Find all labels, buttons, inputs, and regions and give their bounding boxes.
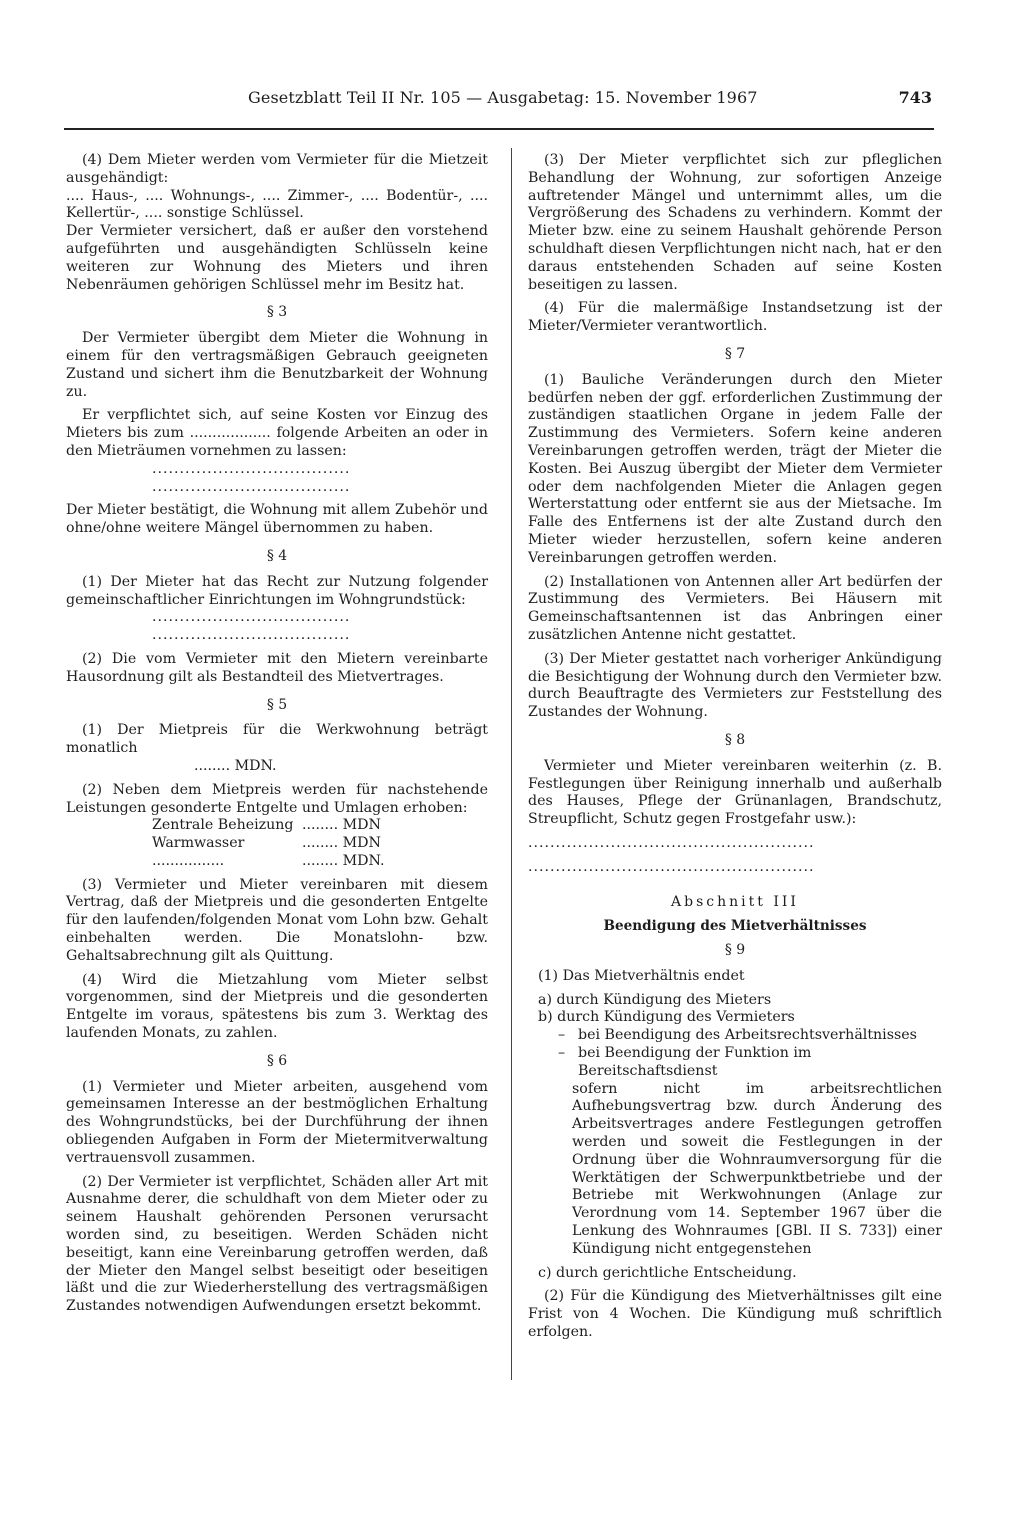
fee-amount: ........ MDN — [302, 835, 381, 852]
section-5-para-4: (4) Wird die Mietzahlung vom Mieter selbst vorgenommen, sind der Mietpreis und die gesonderten Entgelte im voraus, spätestens bis zum 3. Werktag des laufenden Monats, zu zahlen. — [66, 971, 488, 1042]
section-9-item-c: c) durch gerichtliche Entscheidung. — [538, 1264, 797, 1281]
section-7-para-1: (1) Bauliche Veränderungen durch den Mieter bedürfen neben der ggf. erforderlichen Zustimmung der zuständigen staatlichen Organe in jedem Falle der Zustimmung des Vermieters. Sofern keine anderen Vereinbarungen getroffen werden, trägt der Mieter die Kosten. Bei Auszug übergibt der Mieter dem Vermieter oder dem nachfolgenden Mieter die Anlagen gegen Werterstattung oder entfernt sie aus der Mietsache. Im Falle des Entfernens ist der alte Zustand durch den Mieter wieder herzustellen, sofern keine anderen Vereinbarungen getroffen werden. — [528, 371, 942, 566]
section-4-para-1: (1) Der Mieter hat das Recht zur Nutzung folgender gemeinschaftlicher Einrichtungen im Wohngrundstück: — [66, 573, 488, 608]
section-7-para-3: (3) Der Mieter gestattet nach vorheriger Ankündigung die Besichtigung der Wohnung durch den Vermieter bzw. durch Beauftragte des Vermieters zur Feststellung des Zustandes der Wohnung. — [528, 650, 942, 721]
section-7-para-2: (2) Installationen von Antennen aller Art bedürfen der Zustimmung des Vermieters. Bei Häusern mit Gemeinschaftsantennen ist das Anbringen einer zusätzlichen Antenne nicht gestattet. — [528, 573, 942, 643]
section-5-para-1: (1) Der Mietpreis für die Werkwohnung beträgt monatlich — [66, 722, 488, 757]
part-heading: Abschnitt III — [671, 894, 799, 911]
section-5-heading: § 5 — [266, 696, 288, 713]
section-3-para-2: Er verpflichtet sich, auf seine Kosten vor Einzug des Mieters bis zum .................. folgende Arbeiten an oder in den Mieträumen vornehmen zu lassen: — [66, 407, 488, 459]
section-6-para-1: (1) Vermieter und Mieter arbeiten, ausgehend vom gemeinsamen Interesse an der bestmöglichen Erhaltung des Wohngrundstücks, bei der Durchführung der ihnen obliegenden Aufgaben in Form der Mietermitverwaltung vertrauensvoll zusammen. — [66, 1078, 488, 1166]
fee-amount: ........ MDN — [302, 817, 381, 834]
section-6-para-3: (3) Der Mieter verpflichtet sich zur pfleglichen Behandlung der Wohnung, zur sofortigen Anzeige auftretender Mängel und unternimmt alles, um die Vergrößerung des Schadens zu verhindern. Kommt der Mieter bzw. eine zu seinem Haushalt gehörende Person schuldhaft diesen Verpflichtungen nicht nach, hat er den daraus entstehenden Schaden auf seine Kosten beseitigen zu lassen. — [528, 152, 942, 293]
section-6-para-4: (4) Für die malermäßige Instandsetzung ist der Mieter/Vermieter verantwortlich. — [528, 300, 942, 335]
section-9-item-a: a) durch Kündigung des Mieters — [538, 991, 772, 1008]
section-3-dotline-2: .................................... — [152, 478, 351, 495]
section-4-dotline-2: .................................... — [152, 627, 351, 644]
section-4-dotline-1: .................................... — [152, 609, 351, 626]
column-divider — [511, 148, 512, 1380]
section-8-dotline-2: .................................................... — [528, 858, 815, 875]
fee-row — [66, 817, 488, 835]
dash-item-text: bei Beendigung der Funktion im Bereitschaftsdienst — [578, 1045, 812, 1079]
section-9-para-1: (1) Das Mietverhältnis endet — [538, 967, 745, 984]
fee-row — [66, 853, 488, 871]
keys-assurance: Der Vermieter versichert, daß er außer den vorstehend aufgeführten und ausgehändigten Schlüsseln keine weiteren zur Wohnung des Mieters und ihren Nebenräumen gehörigen Schlüssel mehr im Besitz hat. — [66, 223, 488, 293]
section-3-heading: § 3 — [266, 304, 288, 321]
fee-row — [66, 835, 488, 853]
header-rule — [64, 128, 934, 130]
dash-item-text: bei Beendigung des Arbeitsrechtsverhältnisses — [578, 1027, 917, 1044]
section-9-condition: sofern nicht im arbeitsrechtlichen Aufhebungsvertrag bzw. durch Änderung des Arbeitsvertrages andere Festlegungen getroffen werden und soweit die Festlegungen in der Ordnung über die Wohnraumversorgung für die Werktätigen der Schwerpunktbetriebe und der Betriebe mit Werkwohnungen (Anlage zur Verordnung vom 14. September 1967 über die Lenkung des Wohnraumes [GBl. II S. 733]) einer Kündigung nicht entgegenstehen — [572, 1080, 942, 1257]
dash-bullet: – — [558, 1045, 566, 1062]
section-7-heading: § 7 — [724, 345, 746, 362]
fee-label: Warmwasser — [152, 835, 245, 852]
fee-amount: ........ MDN. — [302, 852, 385, 869]
dash-bullet: – — [558, 1027, 566, 1044]
gazette-title: Gesetzblatt Teil II Nr. 105 — Ausgabetag: 15. November 1967 — [248, 88, 758, 107]
fee-label: ................ — [152, 852, 225, 869]
section-3-para-3: Der Mieter bestätigt, die Wohnung mit allem Zubehör und ohne/ohne weitere Mängel übernommen zu haben. — [66, 502, 488, 537]
dash-item — [528, 1027, 942, 1045]
section-3-dotline-1: .................................... — [152, 460, 351, 477]
section-4-heading: § 4 — [266, 547, 288, 564]
right-column — [528, 152, 942, 1342]
section-5-para-3: (3) Vermieter und Mieter vereinbaren mit diesem Vertrag, daß der Mietpreis und die gesonderten Entgelte für den laufenden/folgenden Monat vom Lohn bzw. Gehalt einbehalten werden. Die Monatslohn- bzw. Gehaltsabrechnung gilt als Quittung. — [66, 876, 488, 964]
section-3-para-1: Der Vermieter übergibt dem Mieter die Wohnung in einem für den vertragsmäßigen Gebrauch geeigneten Zustand und sichert ihm die Benutzbarkeit der Wohnung zu. — [66, 330, 488, 400]
section-6-heading: § 6 — [266, 1052, 288, 1069]
page-number: 743 — [898, 88, 932, 107]
section-9-para-2: (2) Für die Kündigung des Mietverhältnisses gilt eine Frist von 4 Wochen. Die Kündigung muß schriftlich erfolgen. — [528, 1288, 942, 1341]
part-title: Beendigung des Mietverhältnisses — [603, 918, 867, 935]
dash-item — [528, 1045, 942, 1081]
keys-list: .... Haus-, .... Wohnungs-, .... Zimmer-, .... Bodentür-, .... Kellertür-, .... sonstige Schlüssel. — [66, 187, 488, 222]
fee-label: Zentrale Beheizung — [152, 817, 294, 834]
fee-table — [66, 817, 488, 870]
rent-amount-line: ........ MDN. — [194, 757, 277, 774]
section-8-para-1: Vermieter und Mieter vereinbaren weiterhin (z. B. Festlegungen über Reinigung innerhalb und außerhalb des Hauses, Pflege der Grünanlagen, Brandschutz, Streupflicht, Schutz gegen Frostgefahr usw.): — [528, 757, 942, 828]
page-header — [64, 88, 932, 114]
section-5-para-2: (2) Neben dem Mietpreis werden für nachstehende Leistungen gesonderte Entgelte und Umlagen erhoben: — [66, 781, 488, 816]
keys-intro: (4) Dem Mieter werden vom Vermieter für die Mietzeit ausgehändigt: — [66, 152, 488, 186]
section-9-heading: § 9 — [724, 942, 746, 959]
section-6-para-2: (2) Der Vermieter ist verpflichtet, Schäden aller Art mit Ausnahme derer, die schuldhaft von dem Mieter oder zu seinem Haushalt gehörenden Personen verursacht worden sind, zu beseitigen. Werden Schäden nicht beseitigt, kann eine Vereinbarung getroffen werden, daß der Mieter den Mangel selbst beseitigt oder beseitigen läßt und die zur Wiederherstellung des vertragsmäßigen Zustandes notwendigen Aufwendungen ersetzt bekommt. — [66, 1173, 488, 1315]
section-8-heading: § 8 — [724, 731, 746, 748]
section-9-item-b: b) durch Kündigung des Vermieters — [538, 1009, 795, 1026]
section-4-para-2: (2) Die vom Vermieter mit den Mietern vereinbarte Hausordnung gilt als Bestandteil des Mietvertrages. — [66, 650, 488, 685]
left-column — [66, 152, 488, 1316]
section-8-dotline-1: .................................................... — [528, 834, 815, 851]
